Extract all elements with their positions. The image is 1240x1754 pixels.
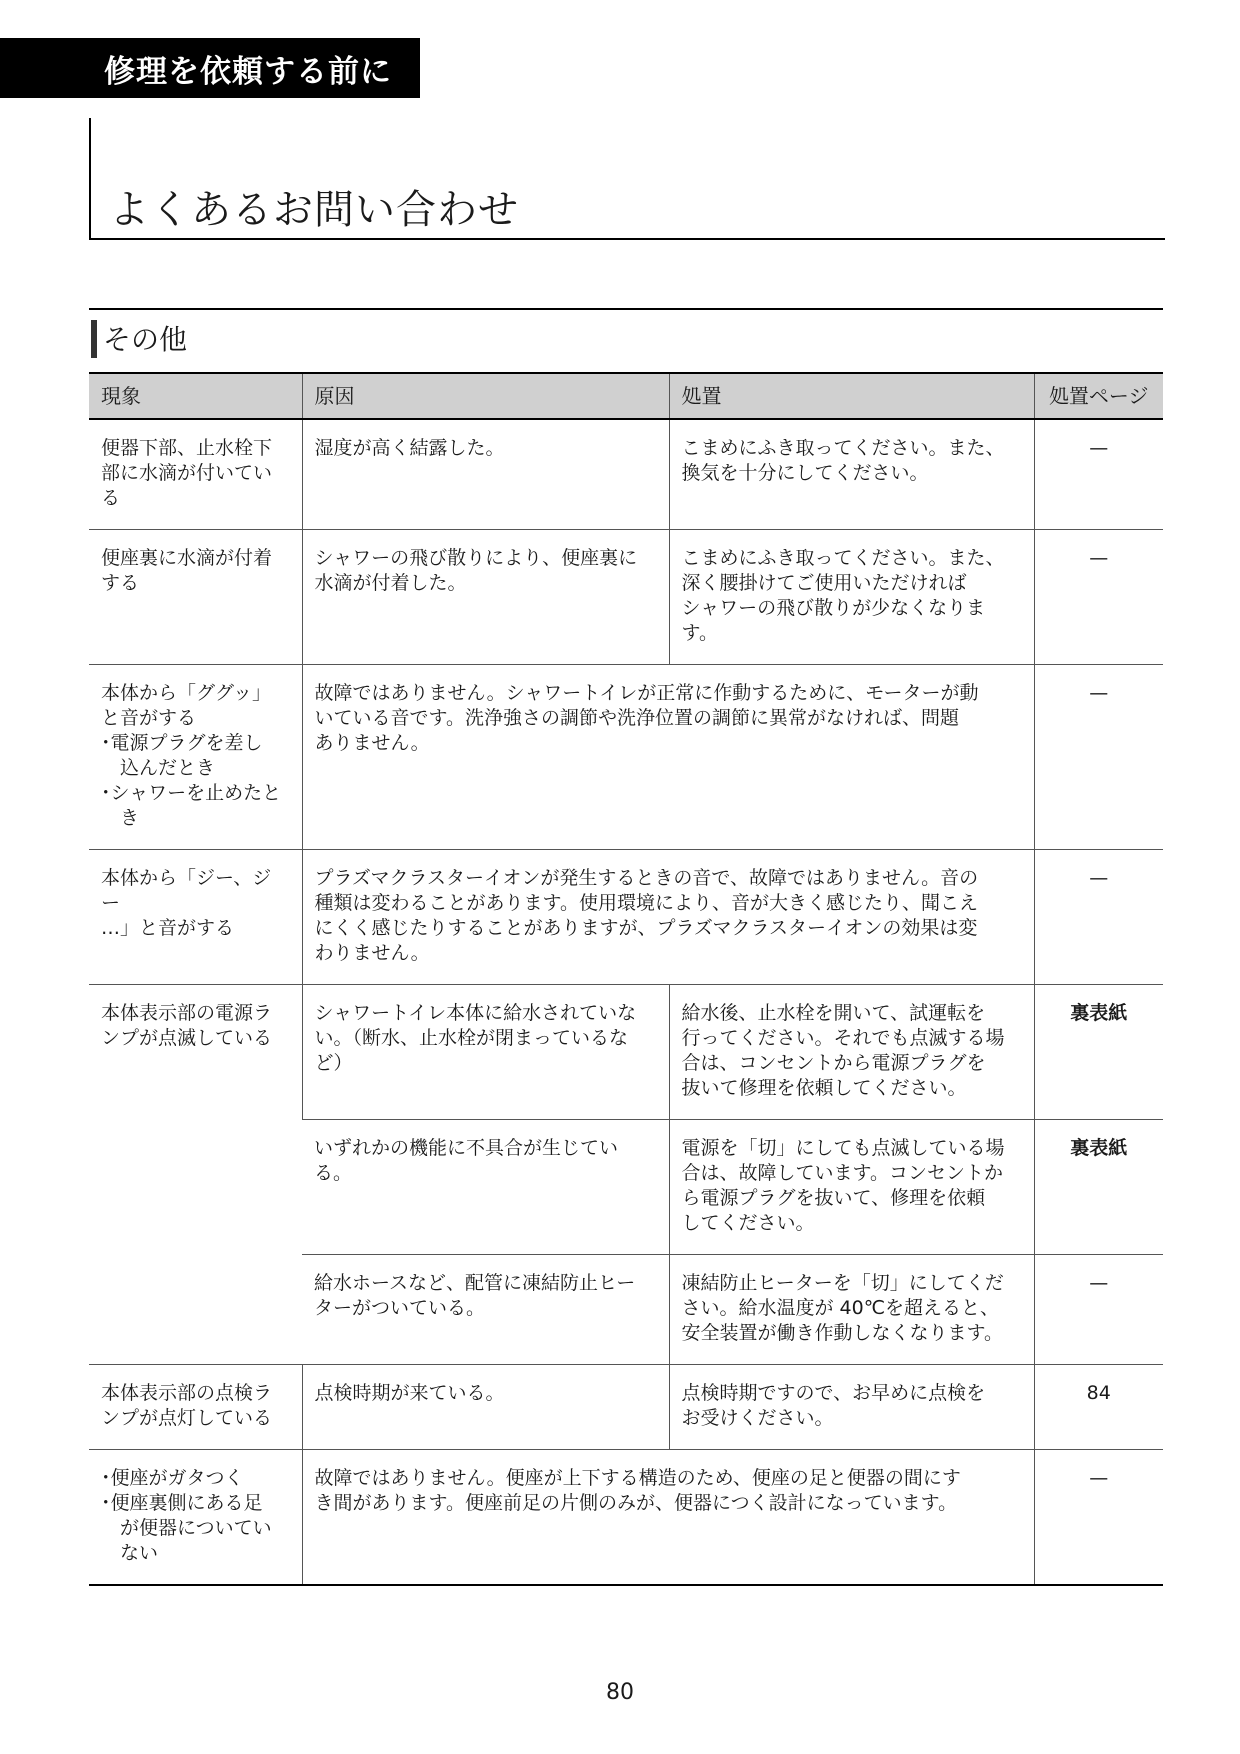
symptom-cell: 便座裏に水滴が付着 する [89,530,302,665]
action-cell: 給水後、止水栓を開いて、試運転を 行ってください。それでも点滅する場 合は、コンセントから電源プラグを 抜いて修理を依頼してください。 [669,985,1034,1120]
table-row [89,1365,1163,1450]
cause-cell: 湿度が高く結露した。 [302,419,669,530]
page-cell: 84 [1034,1365,1163,1450]
action-cell: 点検時期ですので、お早めに点検を お受けください。 [669,1365,1034,1450]
table-row [89,985,1163,1120]
cause-cell: 点検時期が来ている。 [302,1365,669,1450]
section-title: その他 [103,323,188,356]
page-cell: — [1034,1450,1163,1586]
symptom-cell: 本体表示部の電源ラ ンプが点滅している [89,985,302,1365]
page-cell: 裏表紙 [1034,985,1163,1120]
column-header-cause: 原因 [302,373,669,419]
page-cell: 裏表紙 [1034,1120,1163,1255]
action-cell: 電源を「切」にしても点滅している場 合は、故障しています。コンセントか ら電源プラグを抜いて、修理を依頼 してください。 [669,1120,1034,1255]
action-cell: こまめにふき取ってください。また、 深く腰掛けてご使用いただければ シャワーの飛び散りが少なくなりま す。 [669,530,1034,665]
table-row [89,419,1163,530]
column-header-action: 処置 [669,373,1034,419]
page-cell: — [1034,419,1163,530]
chapter-tab [0,38,420,98]
cause-action-cell: 故障ではありません。便座が上下する構造のため、便座の足と便器の間にす き間があります。便座前足の片側のみが、便器につく設計になっています。 [302,1450,1034,1586]
action-cell: 凍結防止ヒーターを「切」にしてくだ さい。給水温度が 40℃を超えると、 安全装置が働き作動しなくなります。 [669,1255,1034,1365]
section-heading [89,308,1163,356]
page-number: 80 [606,1680,634,1705]
cause-cell: いずれかの機能に不具合が生じてい る。 [302,1120,669,1255]
symptom-cell: 本体から「ググッ」 と音がする ･電源プラグを差し 込んだとき ･シャワーを止めたと き [89,665,302,850]
page-title: よくあるお問い合わせ [109,187,519,233]
table-header-row [89,373,1163,419]
page-cell: — [1034,665,1163,850]
chapter-tab-label: 修理を依頼する前に [104,53,392,90]
page-cell: — [1034,1255,1163,1365]
cause-cell: 給水ホースなど、配管に凍結防止ヒー ターがついている。 [302,1255,669,1365]
cause-cell: シャワートイレ本体に給水されていな い。（断水、止水栓が閉まっているな ど） [302,985,669,1120]
section-marker [91,320,97,358]
page-title-block [89,118,1165,240]
symptom-cell: 本体表示部の点検ラ ンプが点灯している [89,1365,302,1450]
table-row [89,665,1163,850]
symptom-cell: 本体から「ジー、ジー …」と音がする [89,850,302,985]
action-cell: こまめにふき取ってください。また、 換気を十分にしてください。 [669,419,1034,530]
cause-action-cell: プラズマクラスターイオンが発生するときの音で、故障ではありません。音の 種類は変わることがあります。使用環境により、音が大きく感じたり、聞こえ にくく感じたりすることがありますが、プラズマクラスターイオンの効果は変 わりません。 [302,850,1034,985]
faq-table [89,372,1163,1586]
symptom-cell: ･便座がガタつく ･便座裏側にある足 が便器についてい ない [89,1450,302,1586]
cause-cell: シャワーの飛び散りにより、便座裏に 水滴が付着した。 [302,530,669,665]
page-cell: — [1034,530,1163,665]
page-cell: — [1034,850,1163,985]
table-row [89,1450,1163,1586]
table-row [89,530,1163,665]
cause-action-cell: 故障ではありません。シャワートイレが正常に作動するために、モーターが動 いている音です。洗浄強さの調節や洗浄位置の調節に異常がなければ、問題 ありません。 [302,665,1034,850]
column-header-page: 処置ページ [1034,373,1163,419]
symptom-cell: 便器下部、止水栓下 部に水滴が付いてい る [89,419,302,530]
column-header-symptom: 現象 [89,373,302,419]
table-row [89,850,1163,985]
